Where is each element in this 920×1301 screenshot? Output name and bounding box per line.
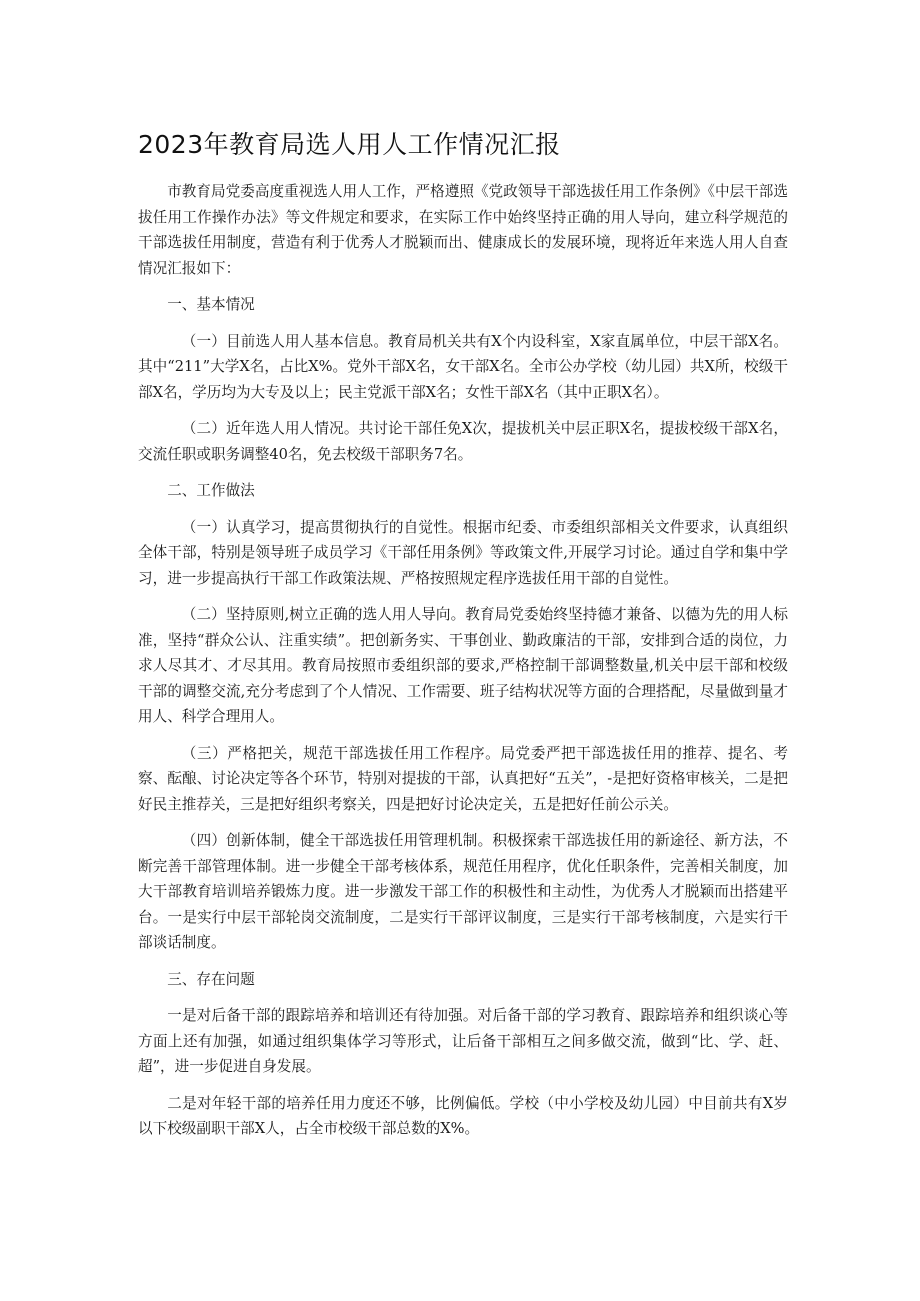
document-title: 2023年教育局选人用人工作情况汇报: [138, 130, 561, 159]
paragraph-basic-info: （一）目前选人用人基本信息。教育局机关共有X个内设科室，X家直属单位，中层干部X名。其中“211”大学X名，占比X%。党外干部X名，女干部X名。全市公办学校（幼儿园）共X所，校级干部X名，学历均为大专及以上；民主党派干部X名；女性干部X名（其中正职X名）。: [138, 332, 788, 401]
paragraph-recent-appointments: （二）近年选人用人情况。共讨论干部任免X次，提拔机关中层正职X名，提拔校级干部X名，交流任职或职务调整40名，免去校级干部职务7名。: [138, 420, 788, 463]
paragraph-problem-reserve-cadres: 一是对后备干部的跟踪培养和培训还有待加强。对后备干部的学习教育、跟踪培养和组织谈心等方面上还有加强，如通过组织集体学习等形式，让后备干部相互之间多做交流，做到“比、学、赶、超”，进一步促进自身发展。: [138, 1007, 788, 1075]
paragraph-innovation: （四）创新体制，健全干部选拔任用管理机制。积极探索干部选拔任用的新途径、新方法，不断完善干部管理体制。进一步健全干部考核体系，规范任用程序，优化任职条件，完善相关制度，加大干部教育培训培养锻炼力度。进一步激发干部工作的积极性和主动性，为优秀人才脱颖而出搭建平台。一是实行中层干部轮岗交流制度，二是实行干部评议制度，三是实行干部考核制度，六是实行干部谈话制度。: [138, 832, 788, 951]
paragraph-problem-young-cadres: 二是对年轻干部的培养任用力度还不够，比例偏低。学校（中小学校及幼儿园）中目前共有X岁以下校级副职干部X人，占全市校级干部总数的X%。: [138, 1094, 788, 1137]
section-heading-work-methods: 二、工作做法: [167, 482, 255, 499]
section-heading-problems: 三、存在问题: [167, 970, 255, 988]
document-body: [138, 179, 788, 1153]
intro-paragraph: 市教育局党委高度重视选人用人工作，严格遵照《党政领导干部选拔任用工作条例》《中层干部选拔任用工作操作办法》等文件规定和要求，在实际工作中始终坚持正确的用人导向，建立科学规范的干部选拔任用制度，营造有利于优秀人才脱颖而出、健康成长的发展环境，现将近年来选人用人自查情况汇报如下：: [138, 183, 788, 277]
paragraph-procedures: （三）严格把关，规范干部选拔任用工作程序。局党委严把干部选拔任用的推荐、提名、考察、酝酿、讨论决定等各个环节，特别对提拔的干部，认真把好“五关”，-是把好资格审核关，二是把好民主推荐关，三是把好组织考察关，四是把好讨论决定关，五是把好任前公示关。: [138, 744, 788, 813]
paragraph-principles: （二）坚持原则,树立正确的选人用人导向。教育局党委始终坚持德才兼备、以德为先的用人标准，坚持“群众公认、注重实绩”。把创新务实、干事创业、勤政廉洁的干部，安排到合适的岗位，力求人尽其才、才尽其用。教育局按照市委组织部的要求,严格控制干部调整数量,机关中层干部和校级干部的调整交流,充分考虑到了个人情况、工作需要、班子结构状况等方面的合理搭配，尽量做到量才用人、科学合理用人。: [138, 606, 788, 725]
paragraph-study: （一）认真学习，提高贯彻执行的自觉性。根据市纪委、市委组织部相关文件要求，认真组织全体干部，特别是领导班子成员学习《干部任用条例》等政策文件,开展学习讨论。通过自学和集中学习，进一步提高执行干部工作政策法规、严格按照规定程序选拔任用干部的自觉性。: [138, 518, 788, 587]
section-heading-basic-situation: 一、基本情况: [167, 296, 255, 313]
